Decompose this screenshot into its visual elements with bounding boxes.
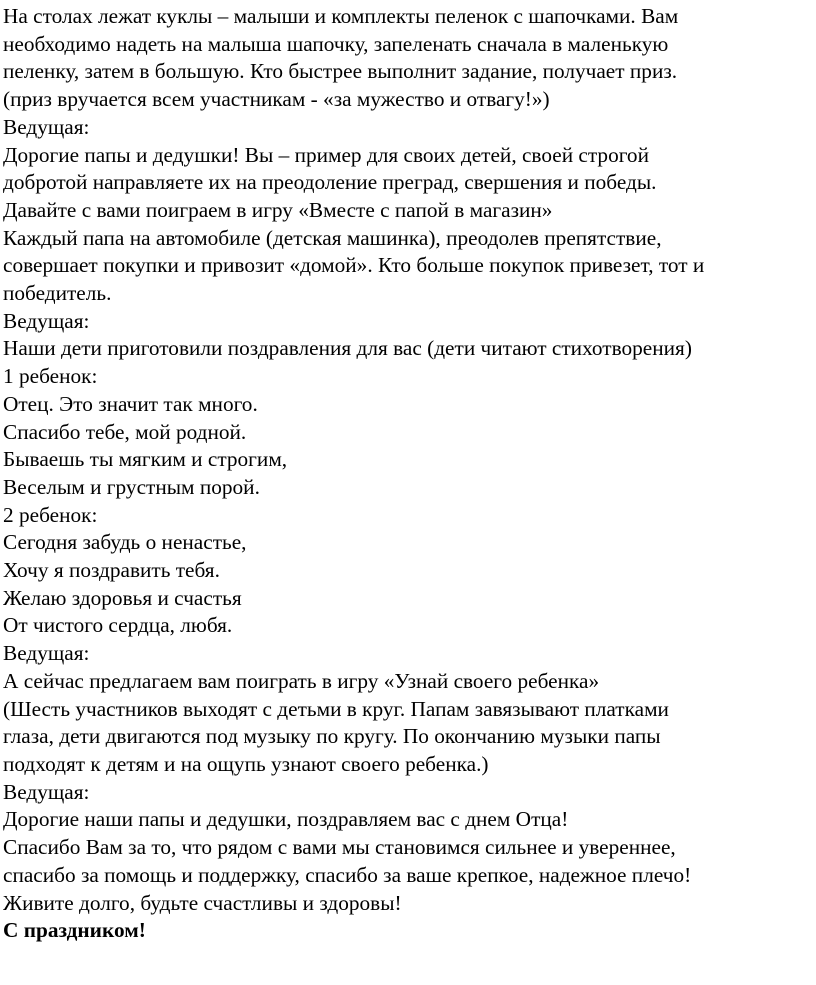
text-line: Ведущая: (3, 641, 90, 666)
text-line: подходят к детям и на ощупь узнают своего ребенка.) (3, 751, 489, 776)
text-line: Давайте с вами поиграем в игру «Вместе с папой в магазин» (3, 197, 553, 222)
text-line: Ведущая: (3, 779, 90, 804)
text-line: Хочу я поздравить тебя. (3, 558, 220, 583)
text-line: Спасибо тебе, мой родной. (3, 419, 247, 444)
text-line: Дорогие папы и дедушки! Вы – пример для своих детей, своей строгой (3, 142, 649, 167)
text-line: Сегодня забудь о ненастье, (3, 530, 247, 555)
text-line: От чистого сердца, любя. (3, 613, 233, 638)
text-line: (приз вручается всем участникам - «за мужество и отвагу!») (3, 87, 550, 112)
text-line: добротой направляете их на преодоление преград, свершения и победы. (3, 170, 657, 195)
text-line: Наши дети приготовили поздравления для вас (дети читают стихотворения) (3, 336, 692, 361)
document-body (3, 3, 816, 917)
text-line: Отец. Это значит так много. (3, 391, 258, 416)
text-line: Каждый папа на автомобиле (детская машинка), преодолев препятствие, (3, 225, 662, 250)
text-line: 2 ребенок: (3, 502, 98, 527)
text-line: А сейчас предлагаем вам поиграть в игру «Узнай своего ребенка» (3, 668, 600, 693)
text-line: совершает покупки и привозит «домой». Кто больше покупок привезет, тот и (3, 253, 705, 278)
text-line: На столах лежат куклы – малыши и комплекты пеленок с шапочками. Вам (3, 4, 679, 28)
text-line: необходимо надеть на малыша шапочку, запеленать сначала в маленькую (3, 31, 669, 56)
text-line: Дорогие наши папы и дедушки, поздравляем вас с днем Отца! (3, 807, 569, 832)
text-line: глаза, дети двигаются под музыку по кругу. По окончанию музыки папы (3, 724, 661, 749)
text-line: Спасибо Вам за то, что рядом с вами мы становимся сильнее и увереннее, (3, 835, 676, 860)
text-line: Бываешь ты мягким и строгим, (3, 447, 288, 472)
text-line: победитель. (3, 281, 112, 306)
text-line: 1 ребенок: (3, 364, 98, 389)
text-line: Ведущая: (3, 114, 90, 139)
text-line: Ведущая: (3, 308, 90, 333)
text-line: Живите долго, будьте счастливы и здоровы! (3, 890, 402, 915)
text-line: Веселым и грустным порой. (3, 474, 260, 499)
closing-line: С праздником! (3, 918, 146, 943)
text-line: пеленку, затем в большую. Кто быстрее выполнит задание, получает приз. (3, 59, 678, 84)
text-line: (Шесть участников выходят с детьми в круг. Папам завязывают платками (3, 696, 669, 721)
text-line: спасибо за помощь и поддержку, спасибо за ваше крепкое, надежное плечо! (3, 862, 692, 887)
text-line: Желаю здоровья и счастья (3, 585, 242, 610)
